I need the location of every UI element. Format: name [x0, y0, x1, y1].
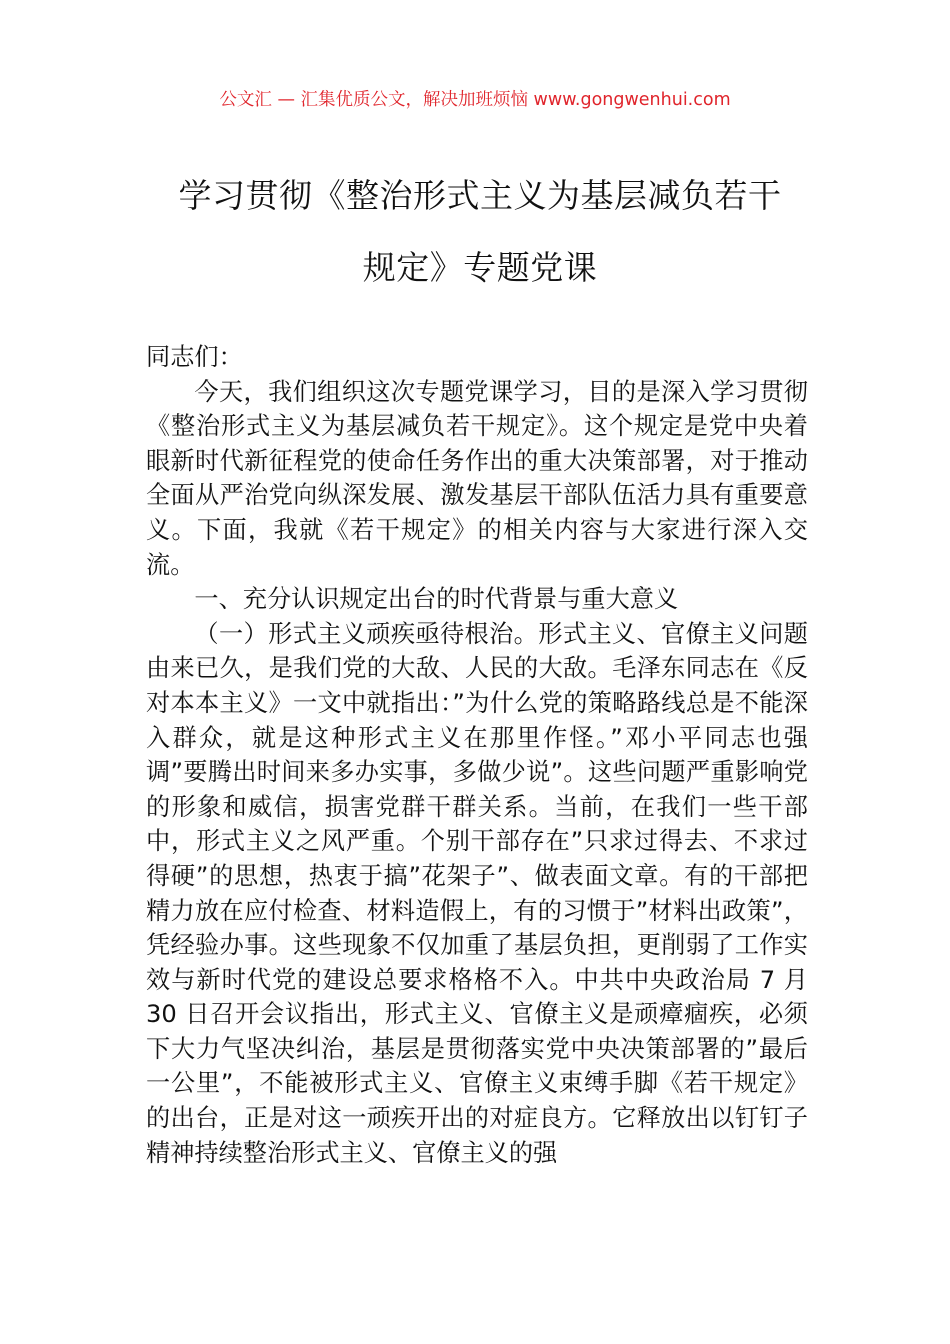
salutation: 同志们： — [146, 343, 243, 371]
site-banner: 公文汇 — 汇集优质公文，解决加班烦恼 www.gongwenhui.com — [219, 90, 731, 110]
document-body — [146, 340, 808, 1170]
title-line-2: 规定》专题党课 — [362, 248, 598, 287]
title-line-1: 学习贯彻《整治形式主义为基层减负若干 — [178, 176, 782, 215]
intro-paragraph: 今天，我们组织这次专题党课学习，目的是深入学习贯彻《整治形式主义为基层减负若干规定》。这个规定是党中央着眼新时代新征程党的使命任务作出的重大决策部署，对于推动全面从严治党向纵深发展、激发基层干部队伍活力具有重要意义。下面，我就《若干规定》的相关内容与大家进行深入交流。 — [146, 377, 808, 579]
subsection-paragraph-1: （一）形式主义顽疾亟待根治。形式主义、官僚主义问题由来已久，是我们党的大敌、人民的大敌。毛泽东同志在《反对本本主义》一文中就指出：”为什么党的策略路线总是不能深入群众，就是这种形式主义在那里作怪。”邓小平同志也强调”要腾出时间来多办实事，多做少说”。这些问题严重影响党的形象和威信，损害党群干群关系。当前，在我们一些干部中，形式主义之风严重。个别干部存在”只求过得去、不求过得硬”的思想，热衷于搞”花架子”、做表面文章。有的干部把精力放在应付检查、材料造假上，有的习惯于”材料出政策”，凭经验办事。这些现象不仅加重了基层负担，更削弱了工作实效与新时代党的建设总要求格格不入。中共中央政治局 7 月 30 日召开会议指出，形式主义、官僚主义是顽瘴痼疾，必须下大力气坚决纠治，基层是贯彻落实党中央决策部署的”最后一公里”，不能被形式主义、官僚主义束缚手脚《若干规定》的出台，正是对这一顽疾开出的对症良方。它释放出以钉钉子精神持续整治形式主义、官僚主义的强 — [146, 619, 808, 1167]
document-title — [140, 160, 820, 304]
section-heading-1: 一、充分认识规定出台的时代背景与重大意义 — [194, 585, 679, 614]
